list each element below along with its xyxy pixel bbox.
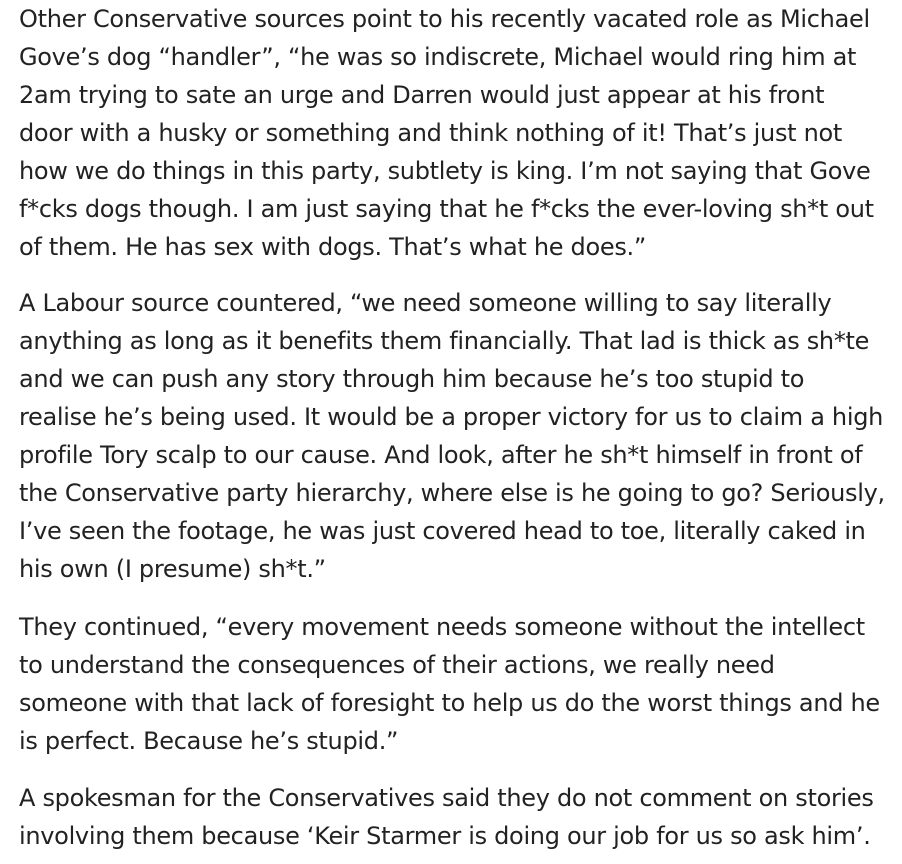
paragraph-line: how we do things in this party, subtlety is king. I’m not saying that Gove — [19, 157, 871, 185]
paragraph-line: anything as long as it benefits them financially. That lad is thick as sh*te — [19, 327, 870, 355]
paragraph-line: of them. He has sex with dogs. That’s what he does.” — [19, 233, 647, 261]
paragraph-line: involving them because ‘Keir Starmer is doing our job for us so ask him’. — [19, 822, 871, 850]
paragraph-line: Gove’s dog “handler”, “he was so indiscrete, Michael would ring him at — [19, 43, 857, 71]
paragraph-line: Other Conservative sources point to his recently vacated role as Michael — [19, 5, 870, 33]
paragraph-line: f*cks dogs though. I am just saying that he f*cks the ever-loving sh*t out — [19, 195, 874, 223]
article-paragraph-1 — [19, 0, 874, 266]
paragraph-line: the Conservative party hierarchy, where else is he going to go? Seriously, — [19, 479, 885, 507]
paragraph-line: realise he’s being used. It would be a proper victory for us to claim a high — [19, 403, 884, 431]
paragraph-line: to understand the consequences of their actions, we really need — [19, 651, 775, 679]
paragraph-line: someone with that lack of foresight to help us do the worst things and he — [19, 689, 880, 717]
paragraph-line: A spokesman for the Conservatives said they do not comment on stories — [19, 784, 874, 812]
article-paragraph-2 — [19, 284, 885, 588]
paragraph-line: door with a husky or something and think nothing of it! That’s just not — [19, 119, 842, 147]
paragraph-line: his own (I presume) sh*t.” — [19, 555, 326, 583]
paragraph-line: and we can push any story through him because he’s too stupid to — [19, 365, 805, 393]
paragraph-line: 2am trying to sate an urge and Darren would just appear at his front — [19, 81, 825, 109]
paragraph-line: They continued, “every movement needs someone without the intellect — [19, 613, 865, 641]
paragraph-line: A Labour source countered, “we need someone willing to say literally — [19, 289, 832, 317]
article-paragraph-3 — [19, 608, 880, 760]
article-paragraph-4 — [19, 779, 874, 855]
paragraph-line: is perfect. Because he’s stupid.” — [19, 727, 399, 755]
paragraph-line: I’ve seen the footage, he was just covered head to toe, literally caked in — [19, 517, 866, 545]
paragraph-line: profile Tory scalp to our cause. And look, after he sh*t himself in front of — [19, 441, 863, 469]
